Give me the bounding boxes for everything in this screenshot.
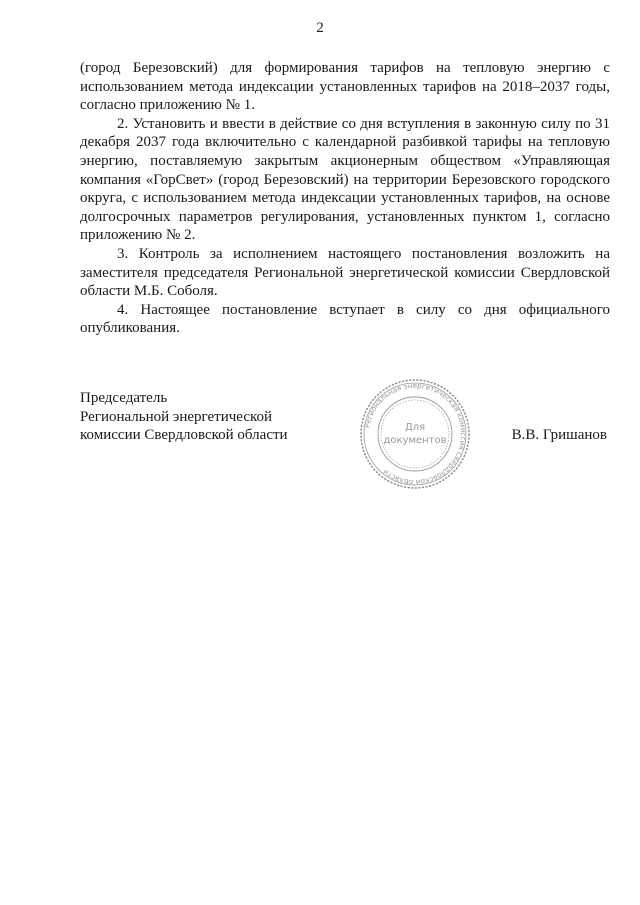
paragraph-2: 2. Установить и ввести в действие со дня вступления в законную силу по 31 декабря 2037 года включительно с календарной разбивкой тарифы на тепловую энергию, поставляемую закрытым акционерным обществом «Управляющая компания «ГорСвет» (город Березовский) на территории Березовского городского округа, с использованием метода индексации установленных тарифов, на основе долгосрочных параметров регулирования, установленных пунктом 1, согласно приложению № 2. — [80, 115, 610, 244]
official-stamp — [359, 378, 471, 490]
paragraph-3: 3. Контроль за исполнением настоящего постановления возложить на заместителя председателя Региональной энергетической комиссии Свердловской области М.Б. Соболя. — [80, 245, 610, 300]
signatory-title-line-2: Региональной энергетической — [80, 408, 273, 425]
signatory-position — [80, 389, 288, 445]
document-body — [80, 59, 610, 338]
page-number: 2 — [316, 20, 324, 36]
stamp-ring-text: Региональная энергетическая комиссия Свердловской области — [362, 380, 469, 488]
signatory-title-line-3: комиссии Свердловской области — [80, 427, 288, 444]
stamp-inner-line-2: документов — [383, 435, 447, 446]
signature-block — [80, 380, 610, 519]
stamp-inner-line-1: Для — [404, 422, 426, 433]
paragraph-1-continuation: (город Березовский) для формирования тарифов на тепловую энергию с использованием метода индексации установленных тарифов на 2018–2037 годы, согласно приложению № 1. — [80, 60, 610, 114]
signatory-name: В.В. Гришанов — [511, 427, 607, 443]
paragraph-4: 4. Настоящее постановление вступает в силу со дня официального опубликования. — [80, 301, 610, 337]
signatory-title-line-1: Председатель — [80, 390, 168, 406]
